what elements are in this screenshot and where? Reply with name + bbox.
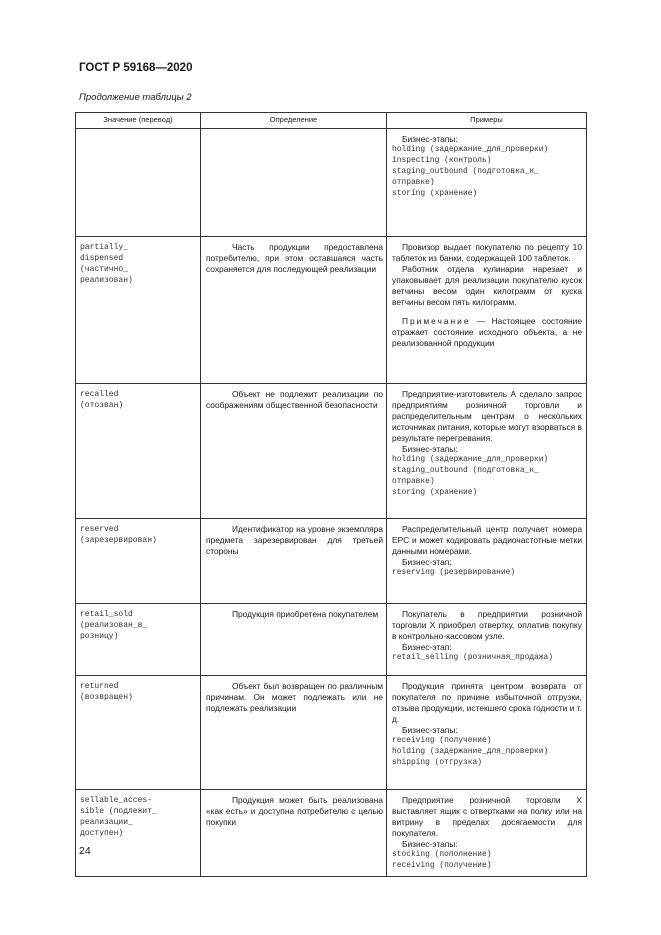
examples-cell xyxy=(387,676,587,790)
examples-cell xyxy=(387,384,587,519)
definition-text: Продукция может быть реализована «как есть» и доступна потребителю с целью покупки xyxy=(206,795,383,827)
business-step-code: inspecting (контроль) xyxy=(392,155,492,165)
business-steps-list xyxy=(392,455,582,499)
business-step-code: reserving (резервирование) xyxy=(392,568,516,577)
examples-cell xyxy=(387,790,587,877)
definition-cell xyxy=(201,237,387,384)
term-line: реализован) xyxy=(80,276,133,285)
term-line: sible (подлежит_ xyxy=(80,807,157,816)
term-line: (зарезервирован) xyxy=(80,536,157,545)
table-row xyxy=(76,384,587,519)
term-cell xyxy=(76,129,201,237)
business-steps-list xyxy=(392,850,582,872)
term-cell xyxy=(76,519,201,604)
table-row xyxy=(76,129,587,237)
business-step-code: storing (хранение) xyxy=(392,487,478,497)
business-step-code: отправке) xyxy=(392,476,435,486)
term-line: (реализован_в_ xyxy=(80,621,148,630)
business-step-code: holding (задержание_для_проверки) xyxy=(392,145,549,154)
term-line: реализации_ xyxy=(80,818,133,827)
examples-cell xyxy=(387,519,587,604)
note-label: Примечание xyxy=(402,316,471,326)
table-row xyxy=(76,604,587,676)
business-step-code: storing (хранение) xyxy=(392,188,478,198)
business-step-code: holding (задержание_для_проверки) xyxy=(392,746,549,756)
note xyxy=(392,316,582,349)
example-text: Покупатель в предприятии розничной торговли X приобрел отвертку, оплатив покупку в контрольно-кассовом узле. xyxy=(392,609,582,641)
term-cell xyxy=(76,790,201,877)
example-text: Работник отдела кулинарии нарезает и упаковывает для реализации покупателю кусок ветчины весом один килограмм от куска ветчины весом пять килограмм. xyxy=(392,264,582,307)
business-steps-label: Бизнес-этапы: xyxy=(402,839,458,849)
business-step-code: retail_selling (розничная_продажа) xyxy=(392,653,553,662)
definition-cell xyxy=(201,676,387,790)
business-steps-list xyxy=(392,145,582,200)
page-number: 24 xyxy=(79,845,91,857)
term-line: розницу) xyxy=(80,632,119,641)
business-step-code: holding (задержание_для_проверки) xyxy=(392,455,549,464)
business-steps-label: Бизнес-этапы: xyxy=(402,444,458,454)
business-step-code: stocking (пополнение) xyxy=(392,850,492,859)
term-cell xyxy=(76,604,201,676)
definition-cell xyxy=(201,604,387,676)
term-cell xyxy=(76,237,201,384)
table-row xyxy=(76,519,587,604)
business-steps-list xyxy=(392,736,582,769)
example-text: Распределительный центр получает номера EPC и может кодировать радиочастотные метки данными номерами. xyxy=(392,524,582,556)
note-text: — Настоящее состояние отражает состояние исходного объекта, а не реализованной продукции xyxy=(392,316,582,348)
example-text: Провизор выдает покупателю по рецепту 10 таблеток из банки, содержащей 100 таблеток. xyxy=(392,242,582,263)
column-header-term: Значение (перевод) xyxy=(76,113,201,129)
definition-cell xyxy=(201,129,387,237)
term-line: retail_sold xyxy=(80,610,133,619)
term-line: sellable_acces- xyxy=(80,796,153,805)
definition-text: Объект не подлежит реализации по соображениям общественной безопасности xyxy=(206,389,383,410)
definition-text: Идентификатор на уровне экземпляра предмета зарезервирован для третьей стороны xyxy=(206,524,383,556)
terms-table xyxy=(75,112,587,877)
term-line: partially_ xyxy=(80,243,129,252)
term-line: reserved xyxy=(80,525,119,534)
examples-cell xyxy=(387,129,587,237)
business-steps-list xyxy=(392,653,582,664)
definition-cell xyxy=(201,384,387,519)
example-text: Предприятие-изготовитель А сделало запрос предприятиям розничной торговли и распределительным центрам о нескольких источниках питания, которые могут взорваться в результате перегревания. xyxy=(392,389,582,443)
definition-text: Часть продукции предоставлена потребителю, при этом оставшаяся часть сохраняется для последующей реализации xyxy=(206,242,383,274)
table-row xyxy=(76,790,587,877)
business-step-code: отправке) xyxy=(392,177,435,187)
business-step-code: shipping (отгрузка) xyxy=(392,757,482,767)
column-header-definition: Определение xyxy=(201,113,387,129)
examples-cell xyxy=(387,604,587,676)
business-steps-list xyxy=(392,568,582,579)
business-steps-label: Бизнес-этапы: xyxy=(402,725,458,735)
term-line: (частично_ xyxy=(80,265,129,274)
business-steps-label: Бизнес-этапы: xyxy=(402,134,458,144)
business-step-code: staging_outbound (подготовка_к_ xyxy=(392,465,539,475)
term-line: доступен) xyxy=(80,829,124,838)
definition-text: Объект был возвращен по различным причинам. Он может подлежать или не подлежать реализации xyxy=(206,681,383,713)
example-text: Продукция принята центром возврата от покупателя по причине избыточной отгрузки, отзыва продукции, истекшего срока годности и т. д. xyxy=(392,681,582,724)
term-cell xyxy=(76,384,201,519)
standard-code: ГОСТ Р 59168—2020 xyxy=(79,62,193,74)
definition-cell xyxy=(201,790,387,877)
examples-cell xyxy=(387,237,587,384)
business-step-code: receiving (получение) xyxy=(392,860,492,870)
term-line: (возвращен) xyxy=(80,693,133,702)
term-cell xyxy=(76,676,201,790)
table-row xyxy=(76,676,587,790)
definition-text: Продукция приобретена покупателем xyxy=(232,609,379,619)
business-step-code: receiving (получение) xyxy=(392,736,492,745)
column-header-examples: Примеры xyxy=(387,113,587,129)
business-steps-label: Бизнес-этап: xyxy=(402,642,452,652)
business-steps-label: Бизнес-этап: xyxy=(402,557,452,567)
example-text: Предприятие розничной торговли X выставляет ящик с отвертками на полку или на витрину в пределах досягаемости для покупателя. xyxy=(392,795,582,838)
term-line: dispensed xyxy=(80,254,124,263)
term-line: recalled xyxy=(80,390,119,399)
business-step-code: staging_outbound (подготовка_к_ xyxy=(392,166,539,176)
table-caption: Продолжение таблицы 2 xyxy=(79,92,192,103)
term-line: (отозван) xyxy=(80,401,124,410)
term-line: returned xyxy=(80,682,119,691)
table-header-row xyxy=(76,113,587,129)
definition-cell xyxy=(201,519,387,604)
table-row xyxy=(76,237,587,384)
